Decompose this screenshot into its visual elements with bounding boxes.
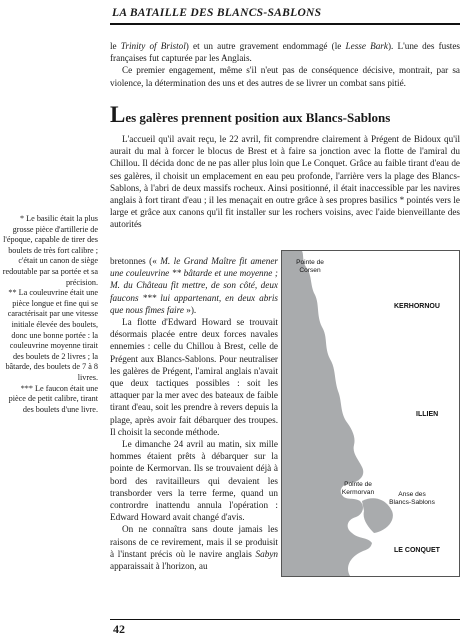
paragraph-top-1: le Trinity of Bristol) et un autre gravement endommagé (le Lesse Bark). L'une des fustes françaises fut capturée par les Anglais. — [110, 41, 460, 64]
paragraph-left-1: La flotte d'Edward Howard se trouvait désormais placée entre deux forces navales ennemies : celle du Chillou à Brest, celle de Prégent aux Blancs-Sablons. Pour neutraliser les galères de Prégent, l'amiral anglais n'avait que deux tactiques possibles : soit les attaquer par la mer avec des bateaux de faible tirant d'eau, soit les prendre à revers depuis la plage, après avoir fait débarquer des troupes. Il choisit la seconde méthode. — [110, 317, 278, 437]
paragraph-quote: bretonnes (« M. le Grand Maître fit amener une couleuvrine ** bâtarde et une moyenne ; M. du Château fit mettre, de son côté, deux faucons *** lui appartenant, en deux abris que nous fîmes faire »). — [110, 256, 278, 315]
page-number: 42 — [113, 622, 125, 636]
paragraph-left-2: Le dimanche 24 avril au matin, six mille hommes étaient prêts à débarquer sur la pointe de Kermorvan. Ils se trouvaient déjà à bord des ravitailleurs qui devaient les transborder vers la terre ferme, quand un contrordre inattendu annula l'opération : Edward Howard avait changé d'avis. — [110, 439, 278, 523]
label-pointe-corsen-line1: Pointe de — [296, 259, 324, 266]
label-pointe-corsen — [286, 259, 334, 274]
section-title-drop-letter: L — [110, 102, 126, 127]
paragraph-main: L'accueil qu'il avait reçu, le 22 avril, fit comprendre clairement à Prégent de Bidoux qu'il aurait du mal à forcer le blocus de Brest et à faire sa jonction avec la flotte de l'amiral du Chillou. Il décida donc de ne pas aller plus loin que Le Conquet. Grâce au faible tirant d'eau de ses galères, il choisit un emplacement en eau peu profonde, l'arrière vers la plage des Blancs-Sablons, à l'abri de deux massifs rocheux. Ainsi positionné, il était inaccessible par les navires anglais à fort tirant d'eau ; il les menaçait en outre grâce à ses propres basilics * pointés vers le large et grâce aux canons qu'il fit installer sur les rochers voisins, avec l'aide bienveillante des autorités — [110, 134, 460, 230]
sidebar-note-faucon: *** Le faucon était une pièce de petit calibre, tirant des boulets d'une livre. — [8, 383, 98, 414]
paragraph-left-3: On ne connaîtra sans doute jamais les raisons de ce revirement, mais il se produisit à l'instant précis où le navire anglais Sabyn apparaissait à l'horizon, au — [110, 524, 278, 572]
label-kerhornou: KERHORNOU — [394, 303, 440, 310]
label-anse-line1: Anse des — [398, 491, 426, 498]
sidebar-note-basilic: * Le basilic était la plus grosse pièce d'artillerie de l'époque, capable de tirer des boulets de très fort calibre ; c'était un canon de siège redoutable par sa portée et sa précision. — [2, 214, 98, 287]
label-anse-blancs-sablons — [382, 491, 442, 506]
ship-name-lesse-bark: Lesse Bark — [345, 41, 388, 51]
label-pointe-kermorvan — [334, 481, 382, 496]
label-pointe-kermorvan-line1: Pointe de — [344, 481, 372, 488]
sidebar-note-couleuvrine: ** La couleuvrine était une pièce longue et fine qui se caractérisait par une vitesse initiale élevée des boulets, donc une bonne portée : la couleuvrine moyenne tirait des boulets de 2 livres ; la bâtarde, des boulets de 7 à 8 livres. — [5, 288, 98, 382]
ship-name-trinity: Trinity of Bristol — [120, 41, 186, 51]
label-le-conquet: LE CONQUET — [394, 547, 440, 554]
label-anse-line2: Blancs-Sablons — [389, 498, 435, 506]
left-column-text — [110, 255, 278, 572]
footer-rule — [110, 619, 460, 620]
running-header: LA BATAILLE DES BLANCS-SABLONS — [112, 7, 322, 19]
section-title — [110, 102, 391, 127]
section-title-text: es galères prennent position aux Blancs-Sablons — [125, 110, 391, 125]
label-pointe-kermorvan-line2: Kermorvan — [341, 488, 375, 496]
paragraph-top-2: Ce premier engagement, même s'il n'eut pas de conséquence décisive, montrait, par sa violence, la détermination des uns et des autres de se livrer un combat sans pitié. — [110, 65, 460, 88]
ship-name-sabyn: Sabyn — [255, 548, 278, 559]
sidebar-notes — [2, 214, 98, 415]
label-pointe-corsen-line2: Corsen — [299, 266, 321, 274]
top-text-block — [110, 40, 460, 89]
map-figure — [281, 250, 460, 577]
header-rule — [110, 23, 460, 25]
label-illien: ILLIEN — [416, 411, 439, 418]
